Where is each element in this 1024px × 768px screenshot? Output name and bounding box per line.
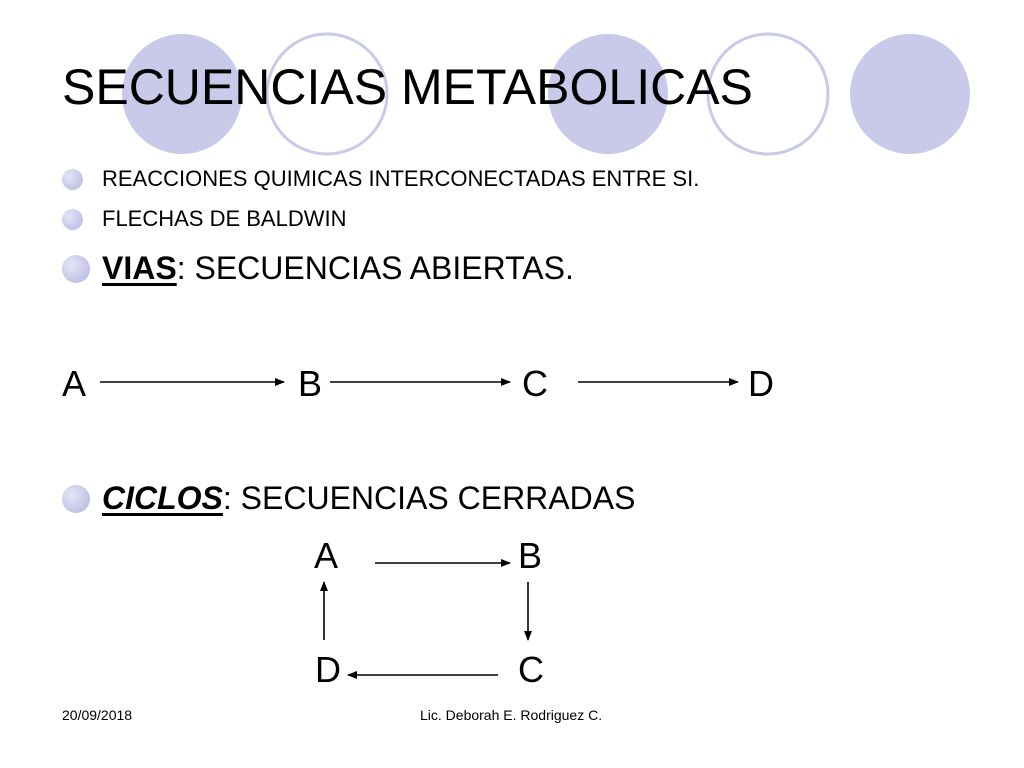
bullet-text: : SECUENCIAS ABIERTAS. (176, 250, 574, 286)
bullet-keyword: VIAS (102, 250, 177, 286)
cycle-node: A (314, 535, 339, 576)
bullet-text: : SECUENCIAS CERRADAS (222, 480, 636, 516)
open-path-node: B (298, 363, 323, 404)
open-path-node: A (62, 363, 87, 404)
bullet-keyword: CICLOS (102, 480, 223, 516)
cycle-node: D (315, 649, 341, 690)
open-path-node: C (522, 363, 548, 404)
bullet-text: REACCIONES QUIMICAS INTERCONECTADAS ENTRE SI. (102, 166, 700, 191)
footer-date: 20/09/2018 (62, 707, 133, 723)
open-path-node: D (748, 363, 774, 404)
cycle-node: C (518, 649, 544, 690)
cycle-node: B (518, 535, 543, 576)
footer-author: Lic. Deborah E. Rodriguez C. (420, 707, 603, 723)
bullet-text: FLECHAS DE BALDWIN (102, 206, 347, 231)
slide-title: SECUENCIAS METABOLICAS (62, 59, 753, 115)
